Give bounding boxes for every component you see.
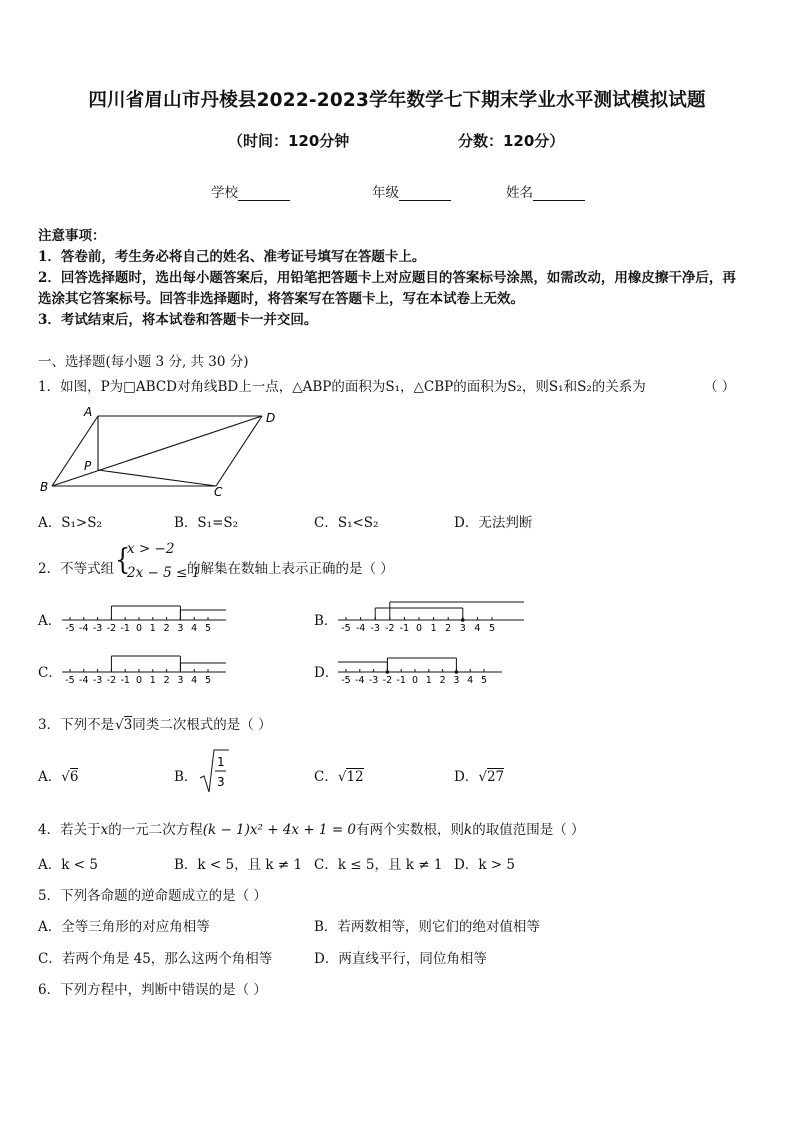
note-item: 3．考试结束后，将本试卷和答题卡一并交回。 [38, 312, 318, 328]
q4-stem [38, 818, 585, 838]
school-label: 学校 [211, 185, 238, 201]
q4-stem-pre: 4．若关于 [38, 822, 101, 838]
label-b: B [40, 480, 49, 494]
q1-answer-paren: （ ） [704, 379, 736, 395]
tick-label: -2 [382, 675, 393, 686]
q4-option-c[interactable]: C．k ≤ 5，且 k ≠ 1 [314, 857, 443, 873]
tick-label: -5 [65, 675, 75, 686]
q2-ineq-1: x > −2 [127, 541, 175, 557]
note-item: 2．回答选择题时，选出每小题答案后，用铅笔把答题卡上对应题目的答案标号涂黑，如需改动，用橡皮擦干净后，再 [38, 270, 736, 286]
tick-label: -3 [92, 675, 103, 686]
q1-stem: 1．如图，P为□ABCD对角线BD上一点，△ABP的面积为S₁，△CBP的面积为S₂，则S₁和S₂的关系为 [38, 379, 646, 395]
tick-label: 4 [467, 675, 474, 686]
q4-option-d[interactable]: D．k > 5 [454, 857, 515, 873]
number-line-b [338, 598, 528, 634]
tick-label: -5 [341, 623, 351, 634]
q1-option-a[interactable]: A．S₁>S₂ [38, 515, 102, 531]
tick-label: -1 [396, 675, 406, 686]
q1-option-c[interactable]: C．S₁<S₂ [314, 515, 379, 531]
q3-option-a[interactable] [38, 765, 78, 785]
tick-label: -2 [106, 623, 117, 634]
tick-label: -2 [106, 675, 117, 686]
sqrt-symbol: √ [61, 769, 70, 785]
fraction-numerator: 1 [217, 755, 225, 769]
name-field[interactable] [506, 181, 585, 201]
tick-label: 5 [480, 675, 488, 686]
q2-brace: { [115, 543, 131, 577]
q2-option-a[interactable]: A． [38, 613, 62, 629]
q4-var-x: x [100, 822, 109, 838]
school-field[interactable] [211, 181, 290, 201]
tick-label: -1 [399, 623, 410, 634]
tick-label: -3 [92, 623, 103, 634]
sqrt-symbol: √ [478, 769, 487, 785]
q4-stem-mid2: 有两个实数根，则 [356, 822, 465, 838]
q3-stem-pre: 3．下列不是 [38, 717, 115, 733]
q5-option-c[interactable]: C．若两个角是 45，那么这两个角相等 [38, 951, 273, 967]
q1-option-b[interactable]: B．S₁=S₂ [174, 515, 239, 531]
q2-option-b[interactable]: B． [314, 613, 338, 629]
note-item: 选涂其它答案标号。回答非选择题时，将答案写在答题卡上，写在本试卷上无效。 [38, 291, 524, 307]
fraction-denominator: 3 [217, 775, 225, 789]
tick-label: -3 [368, 675, 379, 686]
diagonal-bd [52, 416, 262, 486]
tick-label: 3 [459, 623, 466, 634]
tick-label: -2 [385, 623, 395, 634]
grade-blank[interactable] [399, 186, 451, 201]
tick-label: 3 [177, 623, 184, 634]
tick-label: 5 [488, 623, 496, 634]
tick-label: 0 [415, 623, 423, 634]
grade-field[interactable] [372, 181, 451, 201]
q1-option-d[interactable]: D．无法判断 [454, 515, 533, 531]
q4-option-a[interactable]: A．k < 5 [38, 857, 98, 873]
q3-stem [38, 713, 272, 733]
exam-score: 分数：120分） [458, 132, 565, 150]
radicand: 12 [346, 769, 364, 785]
option-letter: D． [454, 769, 479, 785]
tick-label: -4 [79, 675, 89, 686]
label-a: A [84, 405, 93, 419]
page-title: 四川省眉山市丹棱县2022-2023学年数学七下期末学业水平测试模拟试题 [88, 90, 706, 111]
q6-stem: 6．下列方程中，判断中错误的是（ ） [38, 982, 267, 998]
tick-label: -4 [79, 623, 89, 634]
label-c: C [214, 485, 223, 499]
name-label: 姓名 [506, 185, 533, 201]
label-d: D [266, 411, 276, 425]
q2-prefix: 2．不等式组 [38, 561, 115, 577]
q3-stem-post: 同类二次根式的是（ ） [132, 717, 272, 733]
q5-option-d[interactable]: D．两直线平行，同位角相等 [314, 951, 487, 967]
tick-label: 4 [191, 623, 198, 634]
number-line-c [62, 650, 232, 686]
option-letter: A． [38, 769, 62, 785]
name-blank[interactable] [533, 186, 585, 201]
sqrt-symbol: √ [115, 717, 124, 733]
tick-label: 4 [191, 675, 198, 686]
tick-label: -4 [355, 623, 366, 634]
option-letter: B． [174, 769, 198, 785]
exam-time: （时间：120分钟 [228, 132, 350, 150]
q4-var-k: k [464, 822, 473, 838]
tick-label: 4 [474, 623, 481, 634]
q2-suffix: 的解集在数轴上表示正确的是（ ） [187, 561, 394, 577]
q5-option-b[interactable]: B．若两数相等，则它们的绝对值相等 [314, 919, 540, 935]
tick-label: -5 [341, 675, 351, 686]
tick-label: -1 [120, 675, 130, 686]
tick-label: -3 [370, 623, 380, 634]
section-heading: 一、选择题(每小题 3 分, 共 30 分) [38, 354, 249, 370]
school-blank[interactable] [238, 186, 290, 201]
number-line-d [338, 650, 508, 686]
tick-label: 2 [439, 675, 446, 686]
tick-label: -1 [120, 623, 130, 634]
note-item: 1．答卷前，考生务必将自己的姓名、准考证号填写在答题卡上。 [38, 249, 426, 265]
tick-label: 1 [430, 623, 437, 634]
q2-option-c[interactable]: C． [38, 665, 62, 681]
tick-label: 5 [204, 675, 212, 686]
q5-stem: 5．下列各命题的逆命题成立的是（ ） [38, 888, 267, 904]
tick-label: 2 [163, 675, 170, 686]
q2-ineq-2: 2x − 5 ≤ 1 [127, 565, 201, 581]
edge-ab [52, 416, 98, 486]
tick-label: 2 [445, 623, 452, 634]
q3-sqrt-fraction [200, 748, 230, 792]
q4-equation: (k − 1)x² + 4x + 1 = 0 [202, 822, 357, 838]
radicand: 6 [69, 769, 79, 785]
q4-stem-post: 的取值范围是（ ） [472, 822, 585, 838]
edge-cd [216, 416, 262, 486]
tick-label: 3 [453, 675, 460, 686]
tick-label: -5 [65, 623, 75, 634]
q3-option-d[interactable] [454, 765, 504, 785]
sqrt-fraction-radical [200, 748, 230, 794]
endpoint-dot [455, 670, 459, 674]
q4-stem-mid: 的一元二次方程 [108, 822, 203, 838]
tick-label: 3 [177, 675, 184, 686]
parallelogram-figure [36, 402, 276, 502]
tick-label: 2 [163, 623, 170, 634]
q3-root-value: 3 [123, 717, 133, 733]
notes-heading: 注意事项： [38, 228, 106, 244]
radicand: 27 [486, 769, 505, 785]
tick-label: 1 [149, 675, 156, 686]
option-letter: C． [314, 769, 338, 785]
label-p: P [84, 459, 92, 473]
tick-label: 1 [425, 675, 432, 686]
tick-label: 0 [135, 623, 143, 634]
number-line-a [62, 598, 232, 634]
q4-option-b[interactable]: B．k < 5，且 k ≠ 1 [174, 857, 303, 873]
tick-label: 5 [204, 623, 212, 634]
tick-label: 0 [135, 675, 143, 686]
q3-option-b[interactable] [174, 765, 197, 785]
q3-option-c[interactable] [314, 765, 364, 785]
sqrt-symbol: √ [337, 769, 347, 785]
tick-label: 1 [149, 623, 156, 634]
q2-option-d[interactable]: D． [314, 665, 339, 681]
segment-pc [98, 470, 216, 486]
tick-label: 0 [411, 675, 419, 686]
tick-label: -4 [355, 675, 365, 686]
endpoint-dot [461, 618, 465, 622]
grade-label: 年级 [372, 185, 399, 201]
q5-option-a[interactable]: A．全等三角形的对应角相等 [38, 919, 210, 935]
